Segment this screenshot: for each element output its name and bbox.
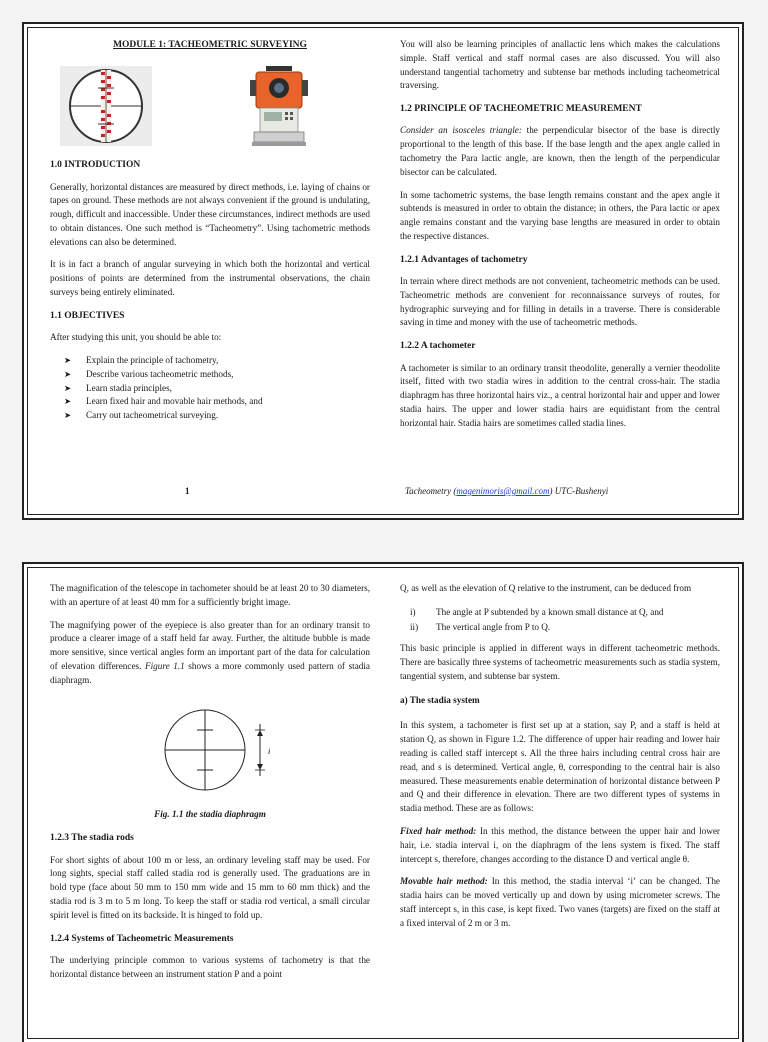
figure-reference: Figure 1.1: [145, 660, 185, 671]
left-column: [50, 38, 370, 429]
list-item: ➤ Describe various tacheometric methods,: [64, 368, 370, 382]
principle-text: the perpendicular bisector of the base is directly proportional to the length of this base. If the base length and the apex angle called in tachometry the Para lactic angle, are known, then the length of the perpendicular bisector can be calculated.: [400, 125, 720, 177]
figure-caption: Fig. 1.1 the stadia diaphragm: [154, 808, 266, 819]
list-item: ➤ Explain the principle of tachometry,: [64, 354, 370, 368]
principle-lead: Consider an isosceles triangle:: [400, 125, 522, 136]
footer-reference: [405, 486, 608, 496]
list-item: ➤ Learn stadia principles,: [64, 382, 370, 396]
fixed-hair-paragraph: [400, 825, 720, 866]
left-column: [50, 582, 370, 990]
list-item: [410, 620, 720, 635]
movable-hair-label: Movable hair method:: [400, 876, 488, 887]
list-item: ➤ Learn fixed hair and movable hair methods, and: [64, 395, 370, 409]
intro-heading: 1.0 INTRODUCTION: [50, 160, 141, 171]
stadia-system-paragraph: In this system, a tachometer is first set up at a station, say P, and a staff is held at station Q, as shown in Figure 1.2. The difference of upper hair reading and lower hair reading is called staff intercept s. All the three hairs including central cross hair are read, and s is determined. Vertical angle, θ, corresponding to the central hair is also measured. These measurements enable determination of horizontal distance between P and Q and their difference in elevation. There are two different types of systems in stadia method. These are as follows:: [400, 720, 720, 814]
list-item: [410, 605, 720, 620]
movable-hair-paragraph: [400, 875, 720, 930]
advantages-heading: 1.2.1 Advantages of tachometry: [400, 254, 528, 265]
email-link[interactable]: magenimoris@gmail.com: [456, 486, 550, 496]
list-item: ➤ Carry out tacheometrical surveying.: [64, 409, 370, 423]
crosshair-staff-image: [60, 66, 152, 146]
magnification-paragraph: The magnification of the telescope in tachometer should be at least 20 to 30 diameters, with an aperture of at least 40 mm for a sufficiently bright image.: [50, 583, 370, 607]
footer-suffix: ) UTC-Bushenyi: [549, 486, 609, 496]
fixed-hair-text: In this method, the distance between the upper hair and lower hair, i.e. stadia interval i, on the diaphragm of the lens system is fixed. The staff intercept s, therefore, changes according to the distance D and vertical angle θ.: [400, 826, 720, 864]
principle-paragraph-2: In some tachometric systems, the base length remains constant and the apex angle it subtends is measured in order to obtain the distance; in others, the Para lactic or apex angle remains constant and the varying base lengths are measured in order to obtain the respective distances.: [400, 189, 720, 242]
deduction-paragraph: Q, as well as the elevation of Q relative to the instrument, can be deduced from: [400, 583, 692, 593]
deduction-list: [400, 605, 720, 634]
total-station-image: [248, 64, 310, 148]
list-text: The angle at P subtended by a known small distance at Q, and: [436, 606, 664, 617]
list-number: i): [410, 606, 416, 617]
header-figures: [50, 60, 370, 152]
advantages-paragraph: In terrain where direct methods are not convenient, tacheometric methods can be used. Tacheometric methods are convenient for reconnaissance surveys of routes, for hydrographic surveying and for filling in details in a traverse. There is considerable saving in time and money with the use of tacheometric methods.: [400, 276, 720, 328]
stadia-system-heading: a) The stadia system: [400, 694, 480, 705]
stadia-diaphragm-figure: [50, 702, 370, 802]
right-column: [400, 38, 720, 439]
stadia-diaphragm-diagram: [160, 702, 290, 802]
tachometer-heading: 1.2.2 A tachometer: [400, 341, 476, 352]
intro-paragraph-2: It is in fact a branch of angular surveying in which both the horizontal and vertical positions of points are determined from the instrumental observations, the chain surveys being entirely eliminated.: [50, 259, 370, 298]
systems-heading: 1.2.4 Systems of Tacheometric Measurements: [50, 933, 234, 944]
objectives-list: [50, 354, 370, 423]
eyepiece-text: The magnifying power of the eyepiece is also greater than for an ordinary transit to produce a clearer image of a staff held far away. Further, the altitude bubble is made more sensitive, since vertical angles form an important part of the data for calculation of elevation differences.: [50, 619, 370, 671]
movable-hair-text: In this method, the stadia interval ‘i’ can be changed. The stadia hairs can be moved vertically up and down by using micrometer screws. The staff intercept s, in this case, is kept fixed. Two vanes (targets) are fixed on the staff at a fixed interval of 2 m or 3 m.: [400, 876, 721, 928]
footer-prefix: Tacheometry (: [405, 486, 457, 496]
principle-heading: 1.2 PRINCIPLE OF TACHEOMETRIC MEASUREMENT: [400, 104, 642, 115]
list-number: ii): [410, 621, 419, 632]
document-page-2: [22, 562, 744, 1042]
list-text: The vertical angle from P to Q.: [436, 621, 551, 632]
eyepiece-paragraph: [50, 619, 370, 688]
objectives-heading: 1.1 OBJECTIVES: [50, 310, 125, 321]
interval-label: i: [268, 746, 271, 756]
page-number: 1: [185, 486, 190, 496]
module-title: MODULE 1: TACHEOMETRIC SURVEYING: [113, 40, 307, 50]
principle-paragraph-1: [400, 124, 720, 179]
stadia-rods-heading: 1.2.3 The stadia rods: [50, 833, 134, 844]
right-intro-paragraph: You will also be learning principles of anallactic lens which makes the calculations simple. Staff vertical and staff normal cases are also discussed. You will also understand tangential tachometry and subtense bar methods including tacheometrical traversing.: [400, 39, 720, 91]
intro-paragraph-1: Generally, horizontal distances are measured by direct methods, i.e. laying of chains or tapes on ground. These methods are not always convenient if the ground is undulating, rough, difficult and inaccessible. Under these circumstances, indirect methods are used to obtain distances. One such method is “Tacheometry”. Using tachometric methods elevations can also be determined.: [50, 181, 370, 247]
document-page-1: [22, 22, 744, 520]
basic-principle-paragraph: This basic principle is applied in different ways in different tacheometric methods. There are basically three systems of tacheometric measurements such as stadia system, tangential system, and subtense bar system.: [400, 643, 720, 681]
eyepiece-text-end: shows a more commonly used pattern of stadia diaphragm.: [50, 660, 370, 685]
systems-paragraph: The underlying principle common to various systems of tachometry is that the horizontal distance between an instrument station P and a point: [50, 954, 370, 979]
fixed-hair-label: Fixed hair method:: [400, 826, 477, 836]
objectives-lead: After studying this unit, you should be able to:: [50, 332, 222, 343]
tachometer-paragraph: A tachometer is similar to an ordinary transit theodolite, generally a vernier theodolite itself, fitted with two stadia wires in addition to the central cross-hair. The stadia diaphragm has three horizontal hairs viz., a central horizontal hair and upper and lower stadia hairs. The upper and lower stadia hairs are equidistant from the central horizontal hair. Stadia hairs are sometimes called stadia lines.: [400, 362, 720, 428]
stadia-rods-paragraph: For short sights of about 100 m or less, an ordinary leveling staff may be used. For long sights, special staff called stadia rod is generally used. The graduations are in bold type (face about 50 mm to 150 mm wide and 15 mm to 60 mm thick) and the stadia rod is 3 m to 5 m long. To keep the staff or stadia rod vertical, a small circular spirit level is fitted on its backside. It is hinged to fold up.: [50, 854, 370, 920]
right-column: [400, 582, 720, 940]
